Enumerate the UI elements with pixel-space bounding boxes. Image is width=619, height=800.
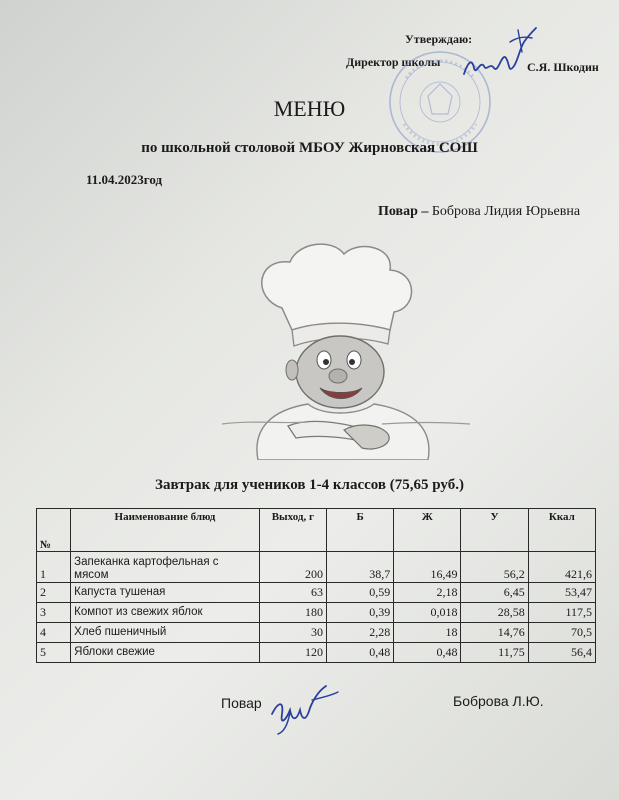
row-number: 1 xyxy=(37,552,71,583)
row-output: 30 xyxy=(259,623,326,643)
table-row xyxy=(37,603,596,623)
row-dish: Хлеб пшеничный xyxy=(71,623,260,643)
row-kcal: 56,4 xyxy=(528,643,595,663)
page-title: МЕНЮ xyxy=(273,96,346,121)
page-subtitle: по школьной столовой МБОУ Жирновская СОШ xyxy=(141,140,478,156)
table-row xyxy=(37,643,596,663)
row-output: 200 xyxy=(259,552,326,583)
cook-label: Повар – xyxy=(378,204,429,219)
row-dish: Запеканка картофельная с мясом xyxy=(71,552,260,583)
approval-role: Директор школы xyxy=(346,55,441,69)
col-dish: Наименование блюд xyxy=(71,509,260,552)
row-number: 3 xyxy=(37,603,71,623)
footer-cook-name: Боброва Л.Ю. xyxy=(453,693,544,709)
row-fat: 0,018 xyxy=(394,603,461,623)
row-output: 120 xyxy=(259,643,326,663)
row-fat: 0,48 xyxy=(394,643,461,663)
row-carbs: 56,2 xyxy=(461,552,528,583)
table-row xyxy=(37,583,596,603)
row-protein: 0,59 xyxy=(326,583,393,603)
approval-name: С.Я. Шкодин xyxy=(527,60,599,74)
row-carbs: 11,75 xyxy=(461,643,528,663)
approval-title: Утверждаю: xyxy=(405,32,473,46)
row-protein: 2,28 xyxy=(326,623,393,643)
table-row xyxy=(37,623,596,643)
row-number: 4 xyxy=(37,623,71,643)
row-kcal: 70,5 xyxy=(528,623,595,643)
row-output: 63 xyxy=(259,583,326,603)
footer-cook-label: Повар xyxy=(221,695,262,711)
breakfast-title: Завтрак для учеников 1-4 классов (75,65 руб.) xyxy=(155,477,464,493)
row-carbs: 14,76 xyxy=(461,623,528,643)
cook-signature xyxy=(268,680,340,736)
director-signature xyxy=(458,22,540,90)
row-kcal: 53,47 xyxy=(528,583,595,603)
row-fat: 16,49 xyxy=(394,552,461,583)
row-dish: Яблоки свежие xyxy=(71,643,260,663)
row-kcal: 117,5 xyxy=(528,603,595,623)
table-row xyxy=(37,552,596,583)
row-number: 5 xyxy=(37,643,71,663)
row-number: 2 xyxy=(37,583,71,603)
col-output: Выход, г xyxy=(259,509,326,552)
cook-name: Боброва Лидия Юрьевна xyxy=(431,204,581,219)
table-header-row xyxy=(37,509,596,552)
chef-illustration xyxy=(212,238,472,460)
row-dish: Компот из свежих яблок xyxy=(71,603,260,623)
col-fat: Ж xyxy=(394,509,461,552)
row-fat: 2,18 xyxy=(394,583,461,603)
col-kcal: Ккал xyxy=(528,509,595,552)
row-carbs: 28,58 xyxy=(461,603,528,623)
cook-line xyxy=(378,204,580,220)
row-carbs: 6,45 xyxy=(461,583,528,603)
col-number: № xyxy=(37,509,71,552)
col-carbs: У xyxy=(461,509,528,552)
row-protein: 0,48 xyxy=(326,643,393,663)
col-protein: Б xyxy=(326,509,393,552)
row-output: 180 xyxy=(259,603,326,623)
row-protein: 0,39 xyxy=(326,603,393,623)
row-fat: 18 xyxy=(394,623,461,643)
row-dish: Капуста тушеная xyxy=(71,583,260,603)
row-kcal: 421,6 xyxy=(528,552,595,583)
menu-table xyxy=(36,508,596,663)
menu-date: 11.04.2023год xyxy=(86,172,163,187)
row-protein: 38,7 xyxy=(326,552,393,583)
